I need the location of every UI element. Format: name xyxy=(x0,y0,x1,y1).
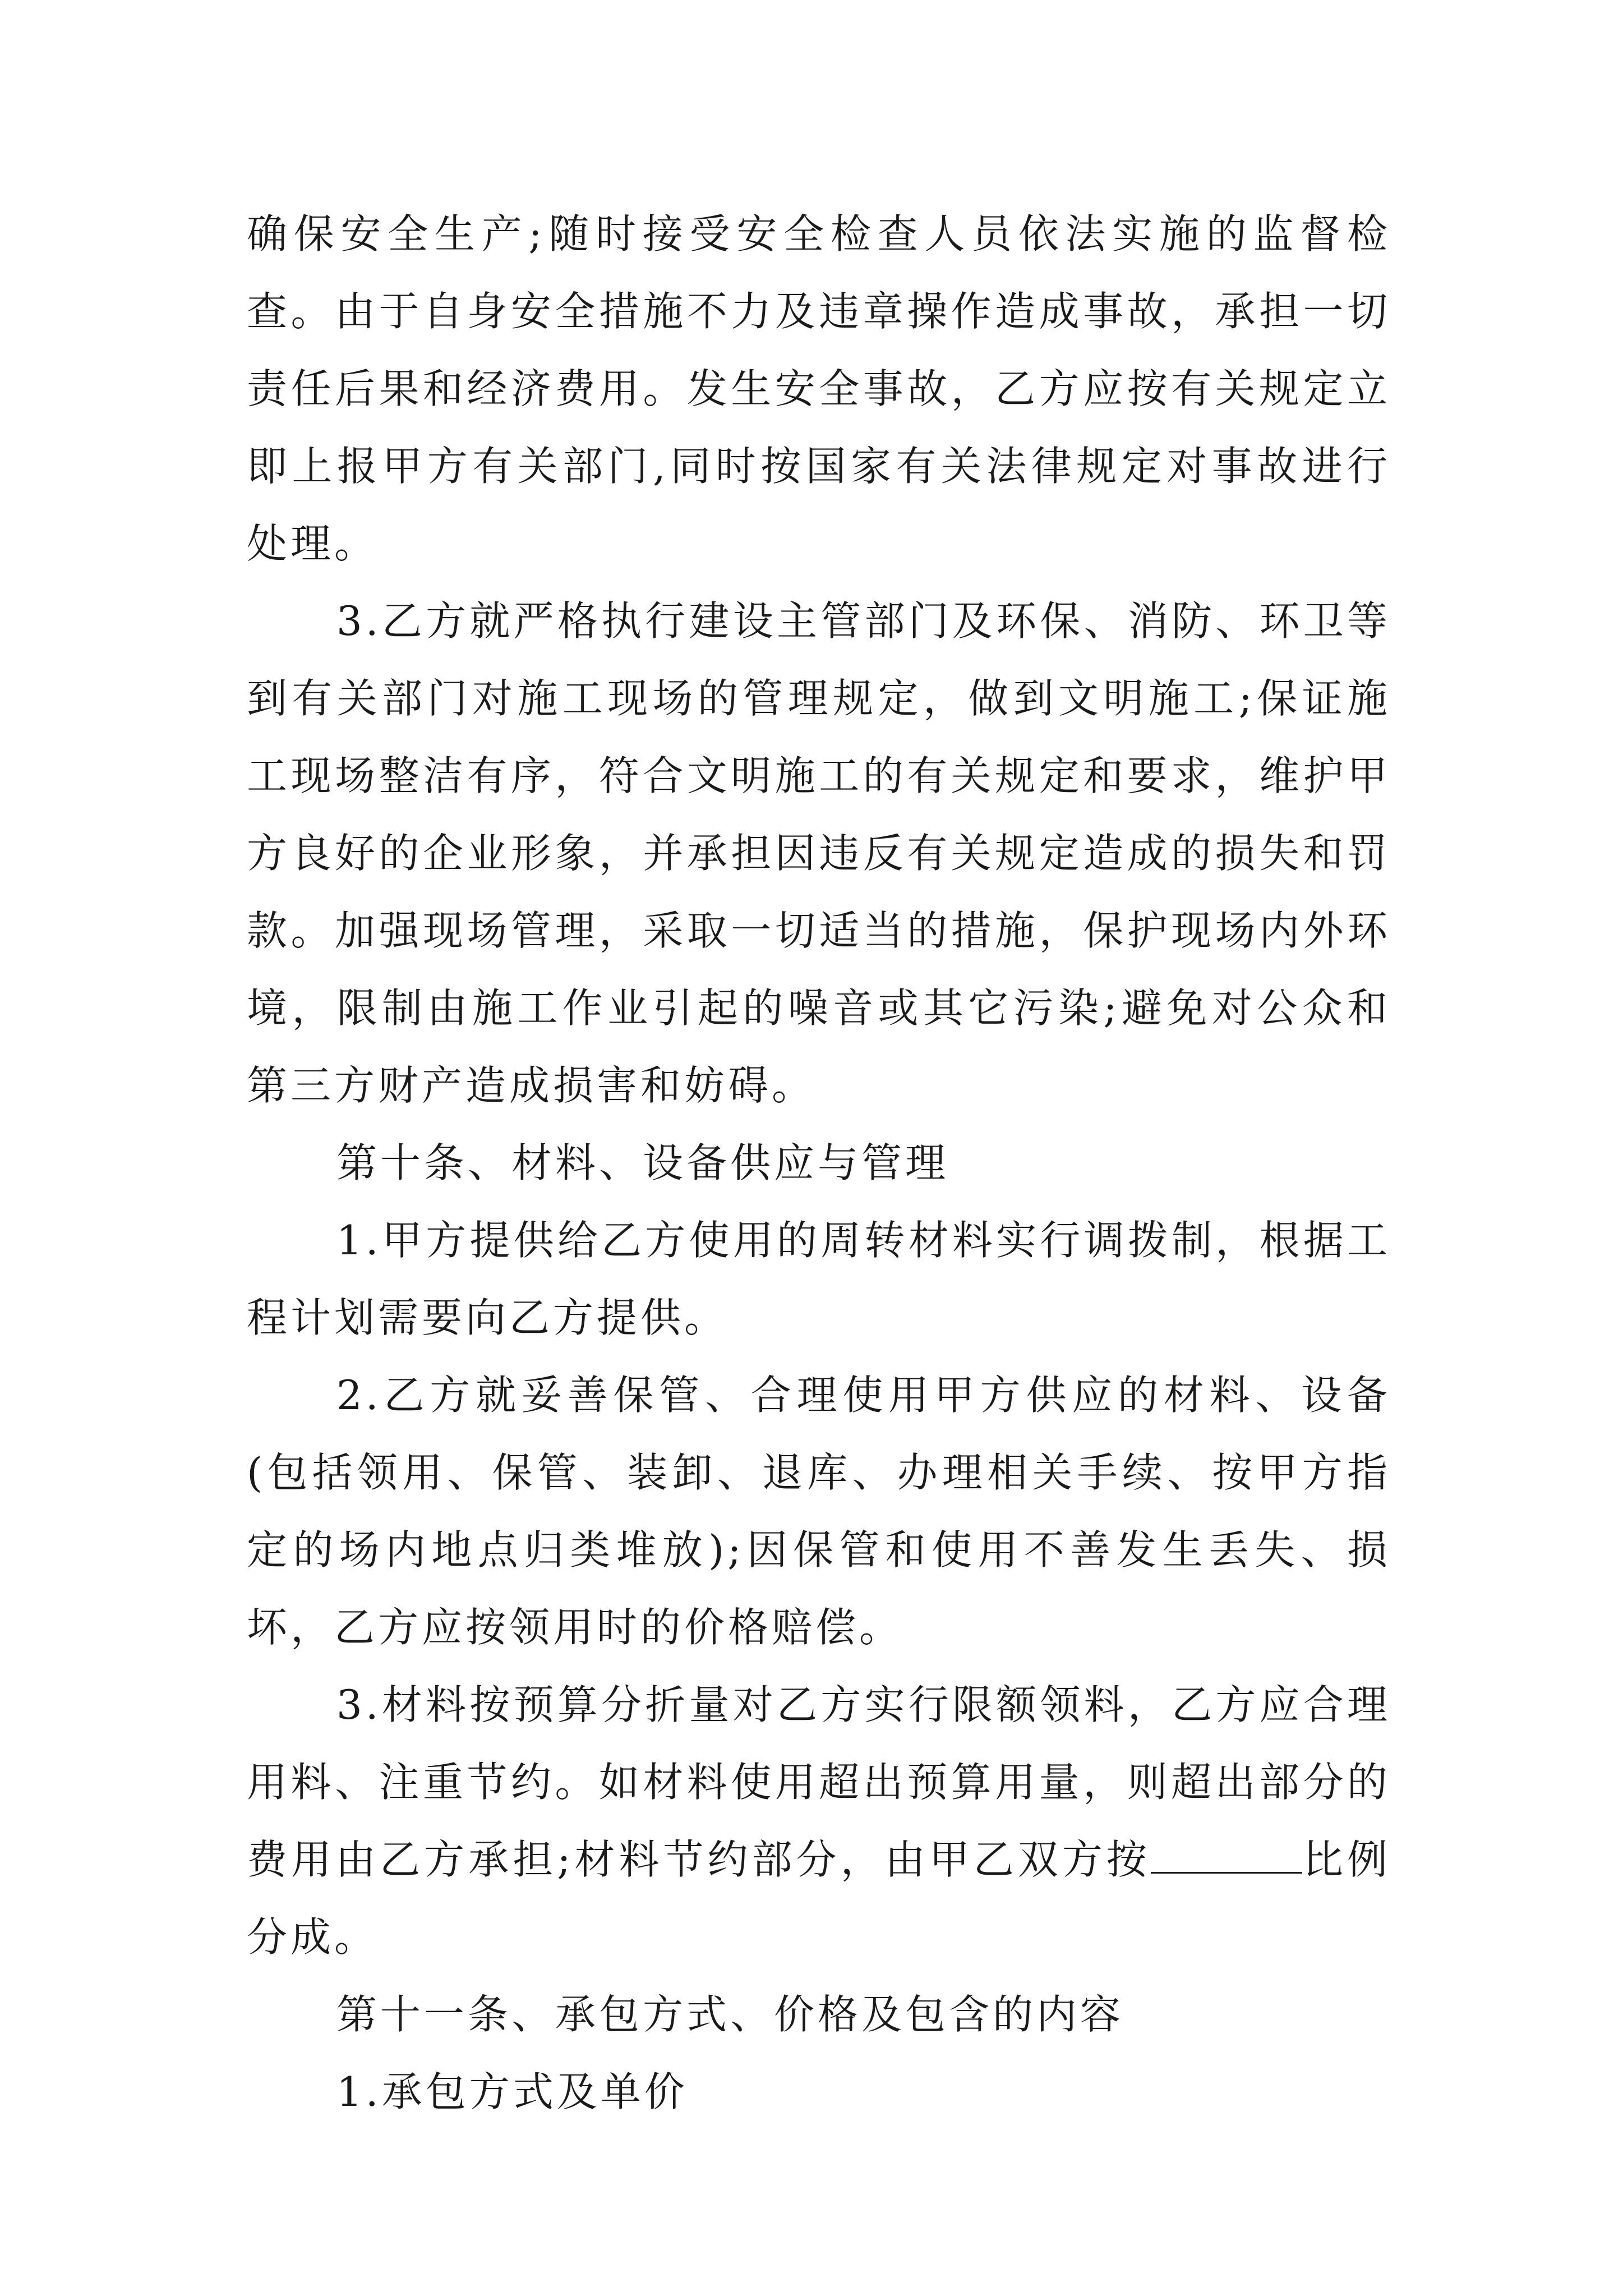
paragraph-turnover-materials: 1.甲方提供给乙方使用的周转材料实行调拨制，根据工程计划需要向乙方提供。 xyxy=(247,1217,1391,1341)
document-body xyxy=(247,195,1391,2131)
ratio-blank-line xyxy=(1151,1838,1302,1874)
paragraph-safety-production: 确保安全生产;随时接受安全检查人员依法实施的监督检查。由于自身安全措施不力及违章操作造成事故，承担一切责任后果和经济费用。发生安全事故，乙方应按有关规定立即上报甲方有关部门,同时按国家有关法律规定对事故进行处理。 xyxy=(247,210,1391,567)
article-11-heading: 第十一条、承包方式、价格及包含的内容 xyxy=(336,1991,1124,2038)
paragraph-material-quota xyxy=(247,1666,1391,1976)
article-10-heading: 第十条、材料、设备供应与管理 xyxy=(336,1139,949,1186)
material-quota-text-end: 比例分成。 xyxy=(247,1836,1391,1961)
paragraph-contract-method: 1.承包方式及单价 xyxy=(336,2068,688,2115)
material-quota-text-start: 3.材料按预算分折量对乙方实行限额领料，乙方应合理用料、注重节约。如材料使用超出预算用量，则超出部分的费用由乙方承担;材料节约部分，由甲乙双方按 xyxy=(247,1681,1391,1883)
paragraph-civilized-construction: 3.乙方就严格执行建设主管部门及环保、消防、环卫等到有关部门对施工现场的管理规定，做到文明施工;保证施工现场整洁有序，符合文明施工的有关规定和要求，维护甲方良好的企业形象，并承担因违反有关规定造成的损失和罚款。加强现场管理，采取一切适当的措施，保护现场内外环境，限制由施工作业引起的噪音或其它污染;避免对公众和第三方财产造成损害和妨碍。 xyxy=(247,597,1391,1109)
paragraph-material-custody: 2.乙方就妥善保管、合理使用甲方供应的材料、设备(包括领用、保管、装卸、退库、办理相关手续、按甲方指定的场内地点归类堆放);因保管和使用不善发生丢失、损坏，乙方应按领用时的价格赔偿。 xyxy=(247,1372,1391,1651)
